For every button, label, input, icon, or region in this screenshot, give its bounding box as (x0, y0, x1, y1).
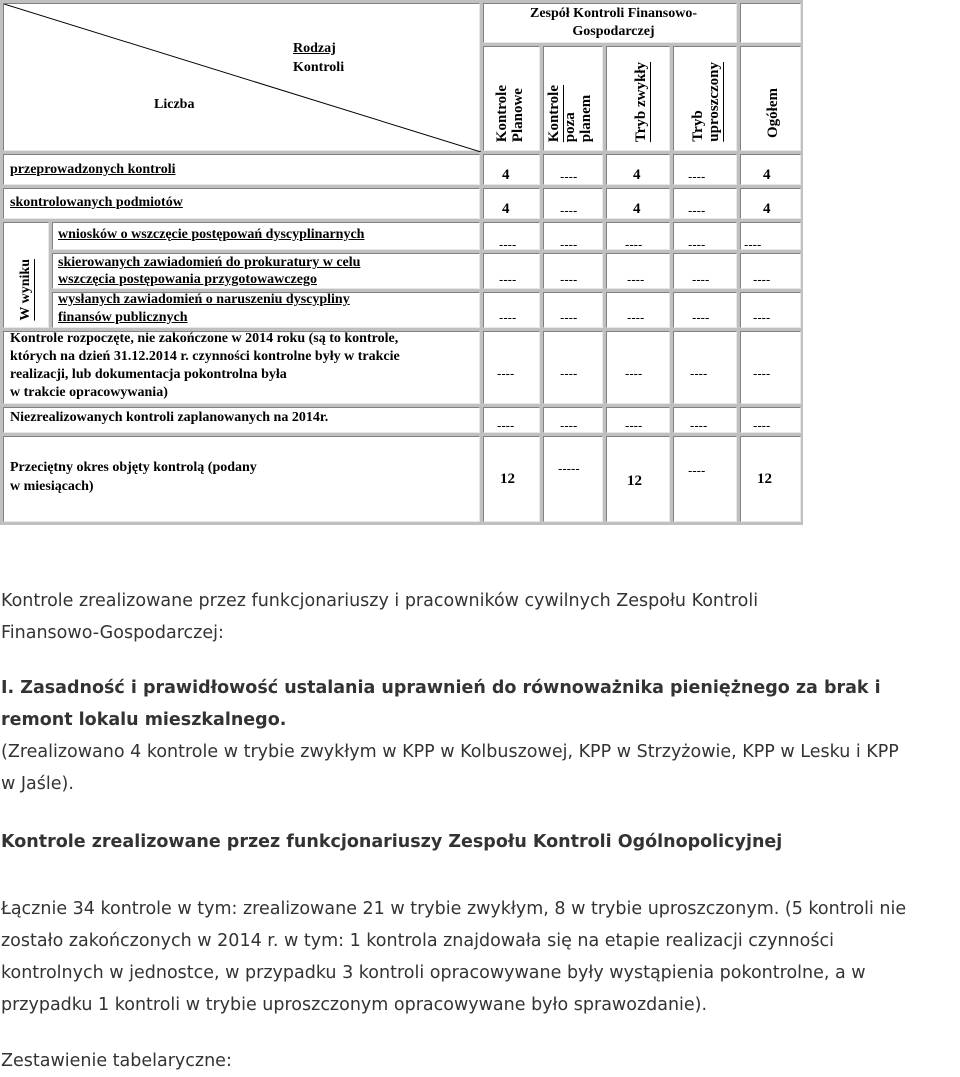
row-5-col-1-value: ---- (499, 310, 517, 325)
header-rodzaj: Rodzaj (293, 41, 336, 56)
row-8-col-5 (740, 436, 801, 522)
row-1-label-cell (3, 154, 480, 185)
row-1-col-4-value: ---- (688, 169, 706, 184)
intro-line-2: Finansowo-Gospodarczej: (1, 623, 224, 643)
intro-paragraph (1, 585, 959, 649)
row-4-col-5-value: ---- (753, 272, 771, 287)
row-4-col-1-value: ---- (499, 272, 517, 287)
header-blank-cell (740, 3, 801, 43)
row-6-label-cell (3, 331, 480, 404)
row-2-label-cell (3, 188, 480, 219)
section-i-detail-line-2: w Jaśle). (1, 774, 74, 794)
row-3-col-5-value: ---- (744, 237, 762, 252)
row-2-col-5 (740, 188, 801, 219)
row-3-col-2 (543, 222, 603, 250)
row-8-col-2-value: ----- (558, 461, 580, 476)
ogolnopolicyjnej-heading-block (1, 826, 959, 858)
row-6-label-line2: których na dzień 31.12.2014 r. czynności kontrolne były w trakcie (10, 349, 400, 364)
row-2-col-3 (606, 188, 670, 219)
row-6-col-4-value: ---- (690, 366, 708, 381)
row-8-col-2 (543, 436, 603, 522)
w-wyniku-label: W wyniku (18, 259, 33, 321)
row-4-col-5 (740, 253, 801, 289)
summary-block (1, 893, 959, 1021)
row-4-label-line1: skierowanych zawiadomień do prokuratury w celu (58, 255, 361, 270)
row-3-col-1-value: ---- (499, 237, 517, 252)
row-8-col-3 (606, 436, 670, 522)
summary-paragraph (1, 893, 959, 1021)
row-2-col-2 (543, 188, 603, 219)
col-tryb-uproszczony-label: Tryb uproszczony (690, 62, 722, 142)
section-i-heading-line-1: I. Zasadność i prawidłowość ustalania uprawnień do równoważnika pieniężnego za brak i (1, 678, 881, 698)
row-6-col-3 (606, 331, 670, 404)
table-intro: Zestawienie tabelaryczne: (1, 1051, 232, 1071)
section-i-heading-line-2: remont lokalu mieszkalnego. (1, 710, 287, 730)
row-6-label-line3: realizacji, lub dokumentacja pokontrolna była (10, 367, 287, 382)
row-2-col-3-value: 4 (633, 201, 641, 217)
header-kontroli: Kontroli (293, 60, 345, 75)
summary-line-2: zostało zakończonych w 2014 r. w tym: 1 kontrola znajdowała się na etapie realizacji czynności (1, 931, 834, 951)
section-i-detail-line-1: (Zrealizowano 4 kontrole w trybie zwykłym w KPP w Kolbuszowej, KPP w Strzyżowie, KPP w Lesku i KPP (1, 742, 899, 762)
header-liczba: Liczba (154, 97, 195, 112)
document-body (1, 585, 959, 649)
row-8-label-cell (3, 436, 480, 522)
row-4-col-1 (483, 253, 540, 289)
intro-line-1: Kontrole zrealizowane przez funkcjonariuszy i pracowników cywilnych Zespołu Kontroli (1, 591, 759, 611)
row-2-label: skontrolowanych podmiotów (10, 195, 183, 210)
row-7-col-2-value: ---- (560, 418, 578, 433)
row-3-col-1 (483, 222, 540, 250)
control-summary-table (0, 0, 803, 525)
row-6-col-1 (483, 331, 540, 404)
row-1-col-2 (543, 154, 603, 185)
row-4-label-line2: wszczęcia postępowania przygotowawczego (58, 272, 317, 287)
row-6-col-3-value: ---- (625, 366, 643, 381)
row-2-col-2-value: ---- (560, 203, 578, 218)
row-7-col-4 (673, 407, 737, 433)
row-7-col-5 (740, 407, 801, 433)
row-3-label: wniosków o wszczęcie postępowań dyscyplinarnych (58, 227, 365, 242)
row-8-col-5-value: 12 (757, 471, 772, 487)
row-4-col-4 (673, 253, 737, 289)
row-6-col-5 (740, 331, 801, 404)
summary-line-4: przypadku 1 kontroli w trybie uproszczonym opracowywane było sprawozdanie). (1, 995, 708, 1015)
col-tryb-zwykly-label: Tryb zwykły (633, 61, 649, 142)
row-1-label: przeprowadzonych kontroli (10, 162, 176, 177)
header-group-title: Zespół Kontroli Finansowo-Gospodarczej (530, 6, 697, 39)
col-planowe-label: Kontrole Planowe (494, 84, 526, 142)
col-poza-planem-header (543, 46, 603, 151)
row-7-label: Niezrealizowanych kontroli zaplanowanych na 2014r. (10, 410, 329, 425)
row-2-col-1 (483, 188, 540, 219)
col-tryb-zwykly-header (606, 46, 670, 151)
row-4-label-cell (52, 253, 480, 289)
row-1-col-4 (673, 154, 737, 185)
row-4-col-3 (606, 253, 670, 289)
row-6-label-line4: w trakcie opracowywania) (10, 385, 168, 400)
header-diagonal-cell (3, 3, 480, 151)
row-6-col-1-value: ---- (497, 366, 515, 381)
row-1-col-1-value: 4 (502, 167, 510, 183)
row-7-col-3-value: ---- (625, 418, 643, 433)
w-wyniku-cell (3, 222, 49, 328)
row-6-col-4 (673, 331, 737, 404)
row-5-col-3 (606, 292, 670, 328)
row-7-col-2 (543, 407, 603, 433)
row-4-col-2 (543, 253, 603, 289)
row-6-col-2 (543, 331, 603, 404)
row-7-col-1 (483, 407, 540, 433)
row-4-col-4-value: ---- (692, 272, 710, 287)
row-5-col-2 (543, 292, 603, 328)
ogolnopolicyjnej-heading: Kontrole zrealizowane przez funkcjonariuszy Zespołu Kontroli Ogólnopolicyjnej (1, 832, 783, 852)
row-1-col-5 (740, 154, 801, 185)
row-3-label-cell (52, 222, 480, 250)
row-5-col-4-value: ---- (692, 310, 710, 325)
row-6-label-line1: Kontrole rozpoczęte, nie zakończone w 2014 roku (są to kontrole, (10, 331, 399, 346)
row-3-col-2-value: ---- (560, 237, 578, 252)
row-1-col-5-value: 4 (763, 167, 771, 183)
row-8-label-line1: Przeciętny okres objęty kontrolą (podany (10, 460, 257, 475)
col-poza-planem-label: Kontrole poza planem (546, 84, 594, 142)
row-7-col-1-value: ---- (497, 418, 515, 433)
row-8-col-1 (483, 436, 540, 522)
row-7-col-5-value: ---- (753, 418, 771, 433)
row-1-col-2-value: ---- (560, 169, 578, 184)
row-1-col-3-value: 4 (633, 167, 641, 183)
row-1-col-3 (606, 154, 670, 185)
col-ogolem-header (740, 46, 801, 151)
section-i (1, 672, 959, 800)
row-2-col-1-value: 4 (502, 201, 510, 217)
header-group-cell (483, 3, 737, 43)
row-5-col-4 (673, 292, 737, 328)
diagonal-line (4, 4, 481, 152)
row-5-label-line2: finansów publicznych (58, 310, 188, 325)
row-3-col-4 (673, 222, 737, 250)
row-6-col-5-value: ---- (753, 366, 771, 381)
row-4-col-3-value: ---- (627, 272, 645, 287)
row-7-col-3 (606, 407, 670, 433)
col-planowe-header (483, 46, 540, 151)
col-ogolem-label: Ogółem (765, 88, 781, 138)
section-i-paragraph (1, 672, 959, 800)
col-tryb-uproszczony-header (673, 46, 737, 151)
row-8-col-4 (673, 436, 737, 522)
row-5-col-5 (740, 292, 801, 328)
row-6-col-2-value: ---- (560, 366, 578, 381)
row-3-col-3 (606, 222, 670, 250)
row-7-label-cell (3, 407, 480, 433)
summary-line-1: Łącznie 34 kontrole w tym: zrealizowane 21 w trybie zwykłym, 8 w trybie uproszczonym. (5 kontroli nie (1, 899, 907, 919)
row-1-col-1 (483, 154, 540, 185)
summary-line-3: kontrolnych w jednostce, w przypadku 3 kontroli opracowywane były wystąpienia pokontrolne, a w (1, 963, 866, 983)
row-5-col-1 (483, 292, 540, 328)
row-5-col-2-value: ---- (560, 310, 578, 325)
row-5-col-5-value: ---- (753, 310, 771, 325)
row-5-label-line1: wysłanych zawiadomień o naruszeniu dyscypliny (58, 292, 350, 307)
row-2-col-4 (673, 188, 737, 219)
row-8-col-4-value: ---- (688, 463, 706, 478)
table-intro-block (1, 1045, 959, 1077)
row-2-col-5-value: 4 (763, 201, 771, 217)
row-8-col-3-value: 12 (627, 473, 642, 489)
row-3-col-5 (740, 222, 801, 250)
row-3-col-3-value: ---- (625, 237, 643, 252)
row-5-label-cell (52, 292, 480, 328)
row-8-label-line2: w miesiącach) (10, 479, 94, 494)
row-4-col-2-value: ---- (560, 272, 578, 287)
row-7-col-4-value: ---- (690, 418, 708, 433)
row-3-col-4-value: ---- (688, 237, 706, 252)
row-5-col-3-value: ---- (627, 310, 645, 325)
row-8-col-1-value: 12 (500, 471, 515, 487)
row-2-col-4-value: ---- (688, 203, 706, 218)
